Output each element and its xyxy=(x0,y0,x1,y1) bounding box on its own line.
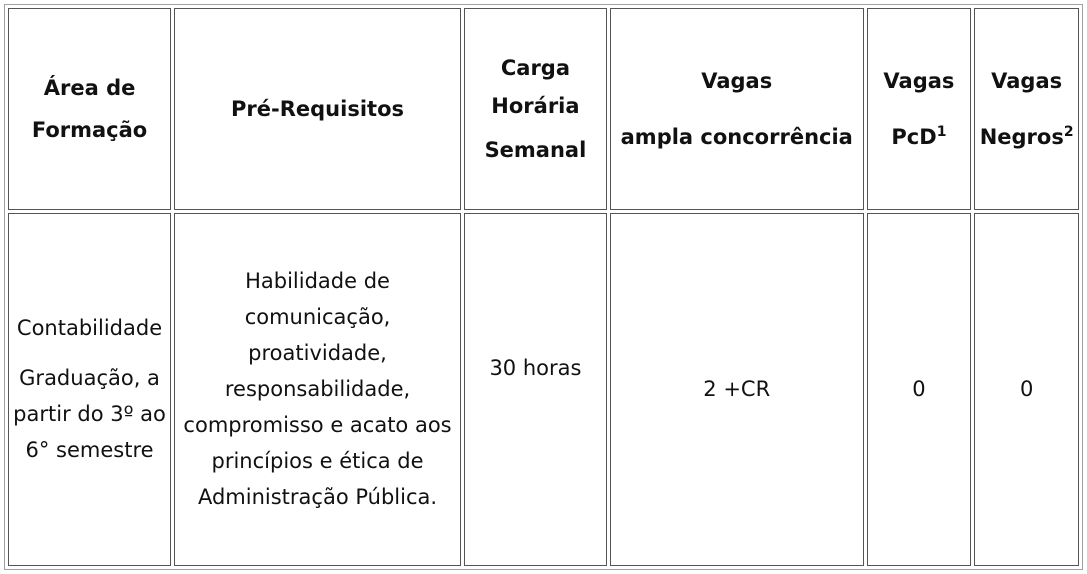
cell-area-formacao: Contabilidade Graduação, a partir do 3º ao 6° semestre xyxy=(8,213,171,566)
footnote-2-marker: 2 xyxy=(1063,123,1074,140)
header-row xyxy=(8,8,1079,210)
header-area-formacao: Área de Formação xyxy=(8,8,171,210)
table-row xyxy=(8,213,1079,566)
header-vagas-ampla: Vagas ampla concorrência xyxy=(610,8,864,210)
cell-carga-horaria: 30 horas xyxy=(464,213,607,566)
cell-vagas-negros: 0 xyxy=(974,213,1079,566)
vacancy-table xyxy=(4,4,1083,570)
header-carga-horaria: Carga Horária Semanal xyxy=(464,8,607,210)
cell-pre-requisitos: Habilidade de comunicação, proatividade, responsabilidade, compromisso e acato aos princípios e ética de Administração Pública. xyxy=(174,213,461,566)
header-vagas-pcd: Vagas PcD$^1$ xyxy=(867,8,972,210)
cell-vagas-ampla: 2 +CR xyxy=(610,213,864,566)
header-vagas-negros: Vagas Negros$^2$ xyxy=(974,8,1079,210)
cell-vagas-pcd: 0 xyxy=(867,213,972,566)
footnote-1-marker: 1 xyxy=(936,123,947,140)
header-pre-requisitos: Pré-Requisitos xyxy=(174,8,461,210)
